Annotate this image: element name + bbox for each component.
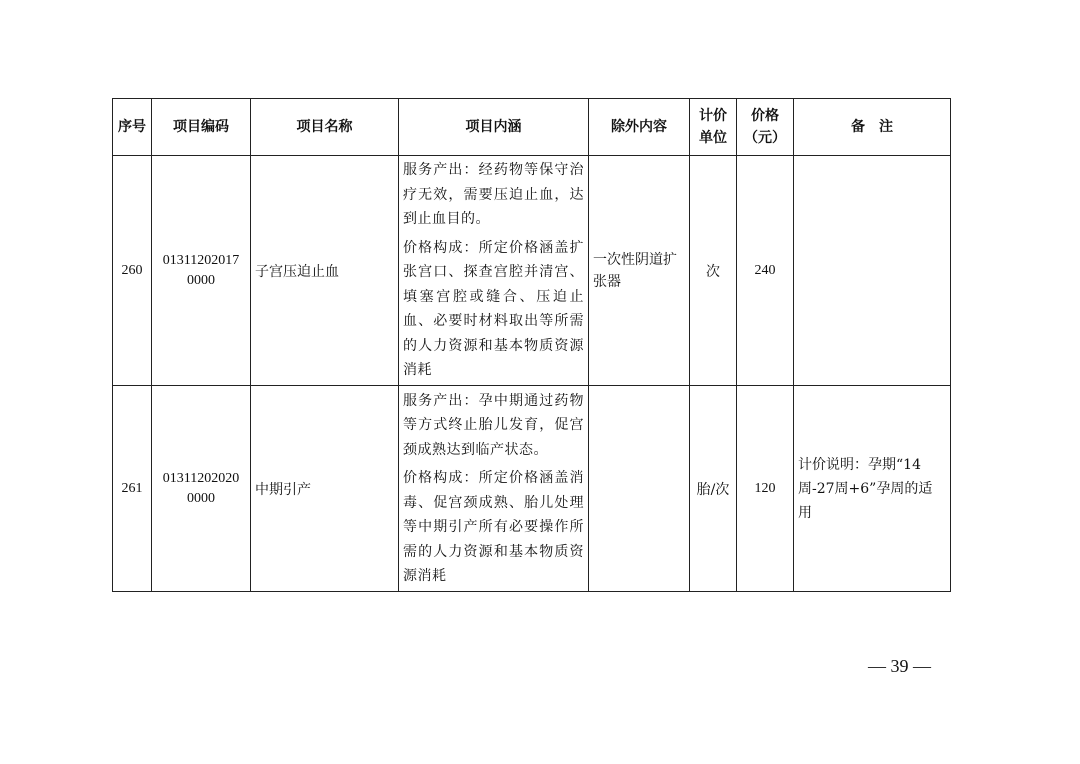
header-price-line2: （元） <box>744 130 786 146</box>
header-row <box>113 99 951 156</box>
row-content <box>399 386 589 592</box>
row-name: 子宫压迫止血 <box>251 156 399 386</box>
header-name: 项目名称 <box>251 99 399 156</box>
row-price: 120 <box>737 386 794 592</box>
row-service-output: 服务产出：孕中期通过药物等方式终止胎儿发育，促宫颈成熟达到临产状态。 <box>403 392 584 458</box>
header-unit-line1: 计价 <box>699 108 727 124</box>
row-seq: 261 <box>113 386 152 592</box>
row-service-output: 服务产出：经药物等保守治疗无效，需要压迫止血，达到止血目的。 <box>403 162 584 228</box>
row-unit: 胎/次 <box>690 386 737 592</box>
header-unit-line2: 单位 <box>699 130 727 146</box>
table-row <box>113 386 951 592</box>
header-code: 项目编码 <box>152 99 251 156</box>
row-price: 240 <box>737 156 794 386</box>
header-price-line1: 价格 <box>751 108 779 124</box>
row-unit: 次 <box>690 156 737 386</box>
row-code-line2: 0000 <box>187 272 215 288</box>
row-note <box>794 156 951 386</box>
header-unit <box>690 99 737 156</box>
header-note: 备 注 <box>794 99 951 156</box>
header-seq: 序号 <box>113 99 152 156</box>
header-content: 项目内涵 <box>399 99 589 156</box>
row-price-composition: 价格构成：所定价格涵盖扩张宫口、探查宫腔并清宫、填塞宫腔或缝合、压迫止血、必要时材料取出等所需的人力资源和基本物质资源消耗 <box>403 239 584 379</box>
row-price-composition: 价格构成：所定价格涵盖消毒、促宫颈成熟、胎儿处理等中期引产所有必要操作所需的人力资源和基本物质资源消耗 <box>403 470 584 584</box>
row-code <box>152 386 251 592</box>
row-code-line1: 01311202020 <box>162 470 240 486</box>
price-table <box>112 98 951 592</box>
row-content <box>399 156 589 386</box>
row-excluded: 一次性阴道扩张器 <box>589 156 690 386</box>
row-code <box>152 156 251 386</box>
header-excluded: 除外内容 <box>589 99 690 156</box>
page-number: — 39 — <box>868 656 931 676</box>
row-note: 计价说明：孕期“14周-27周+6”孕周的适用 <box>794 386 951 592</box>
row-seq: 260 <box>113 156 152 386</box>
header-price <box>737 99 794 156</box>
row-name: 中期引产 <box>251 386 399 592</box>
row-excluded <box>589 386 690 592</box>
row-code-line1: 01311202017 <box>162 252 240 268</box>
table-row <box>113 156 951 386</box>
row-code-line2: 0000 <box>187 490 215 506</box>
